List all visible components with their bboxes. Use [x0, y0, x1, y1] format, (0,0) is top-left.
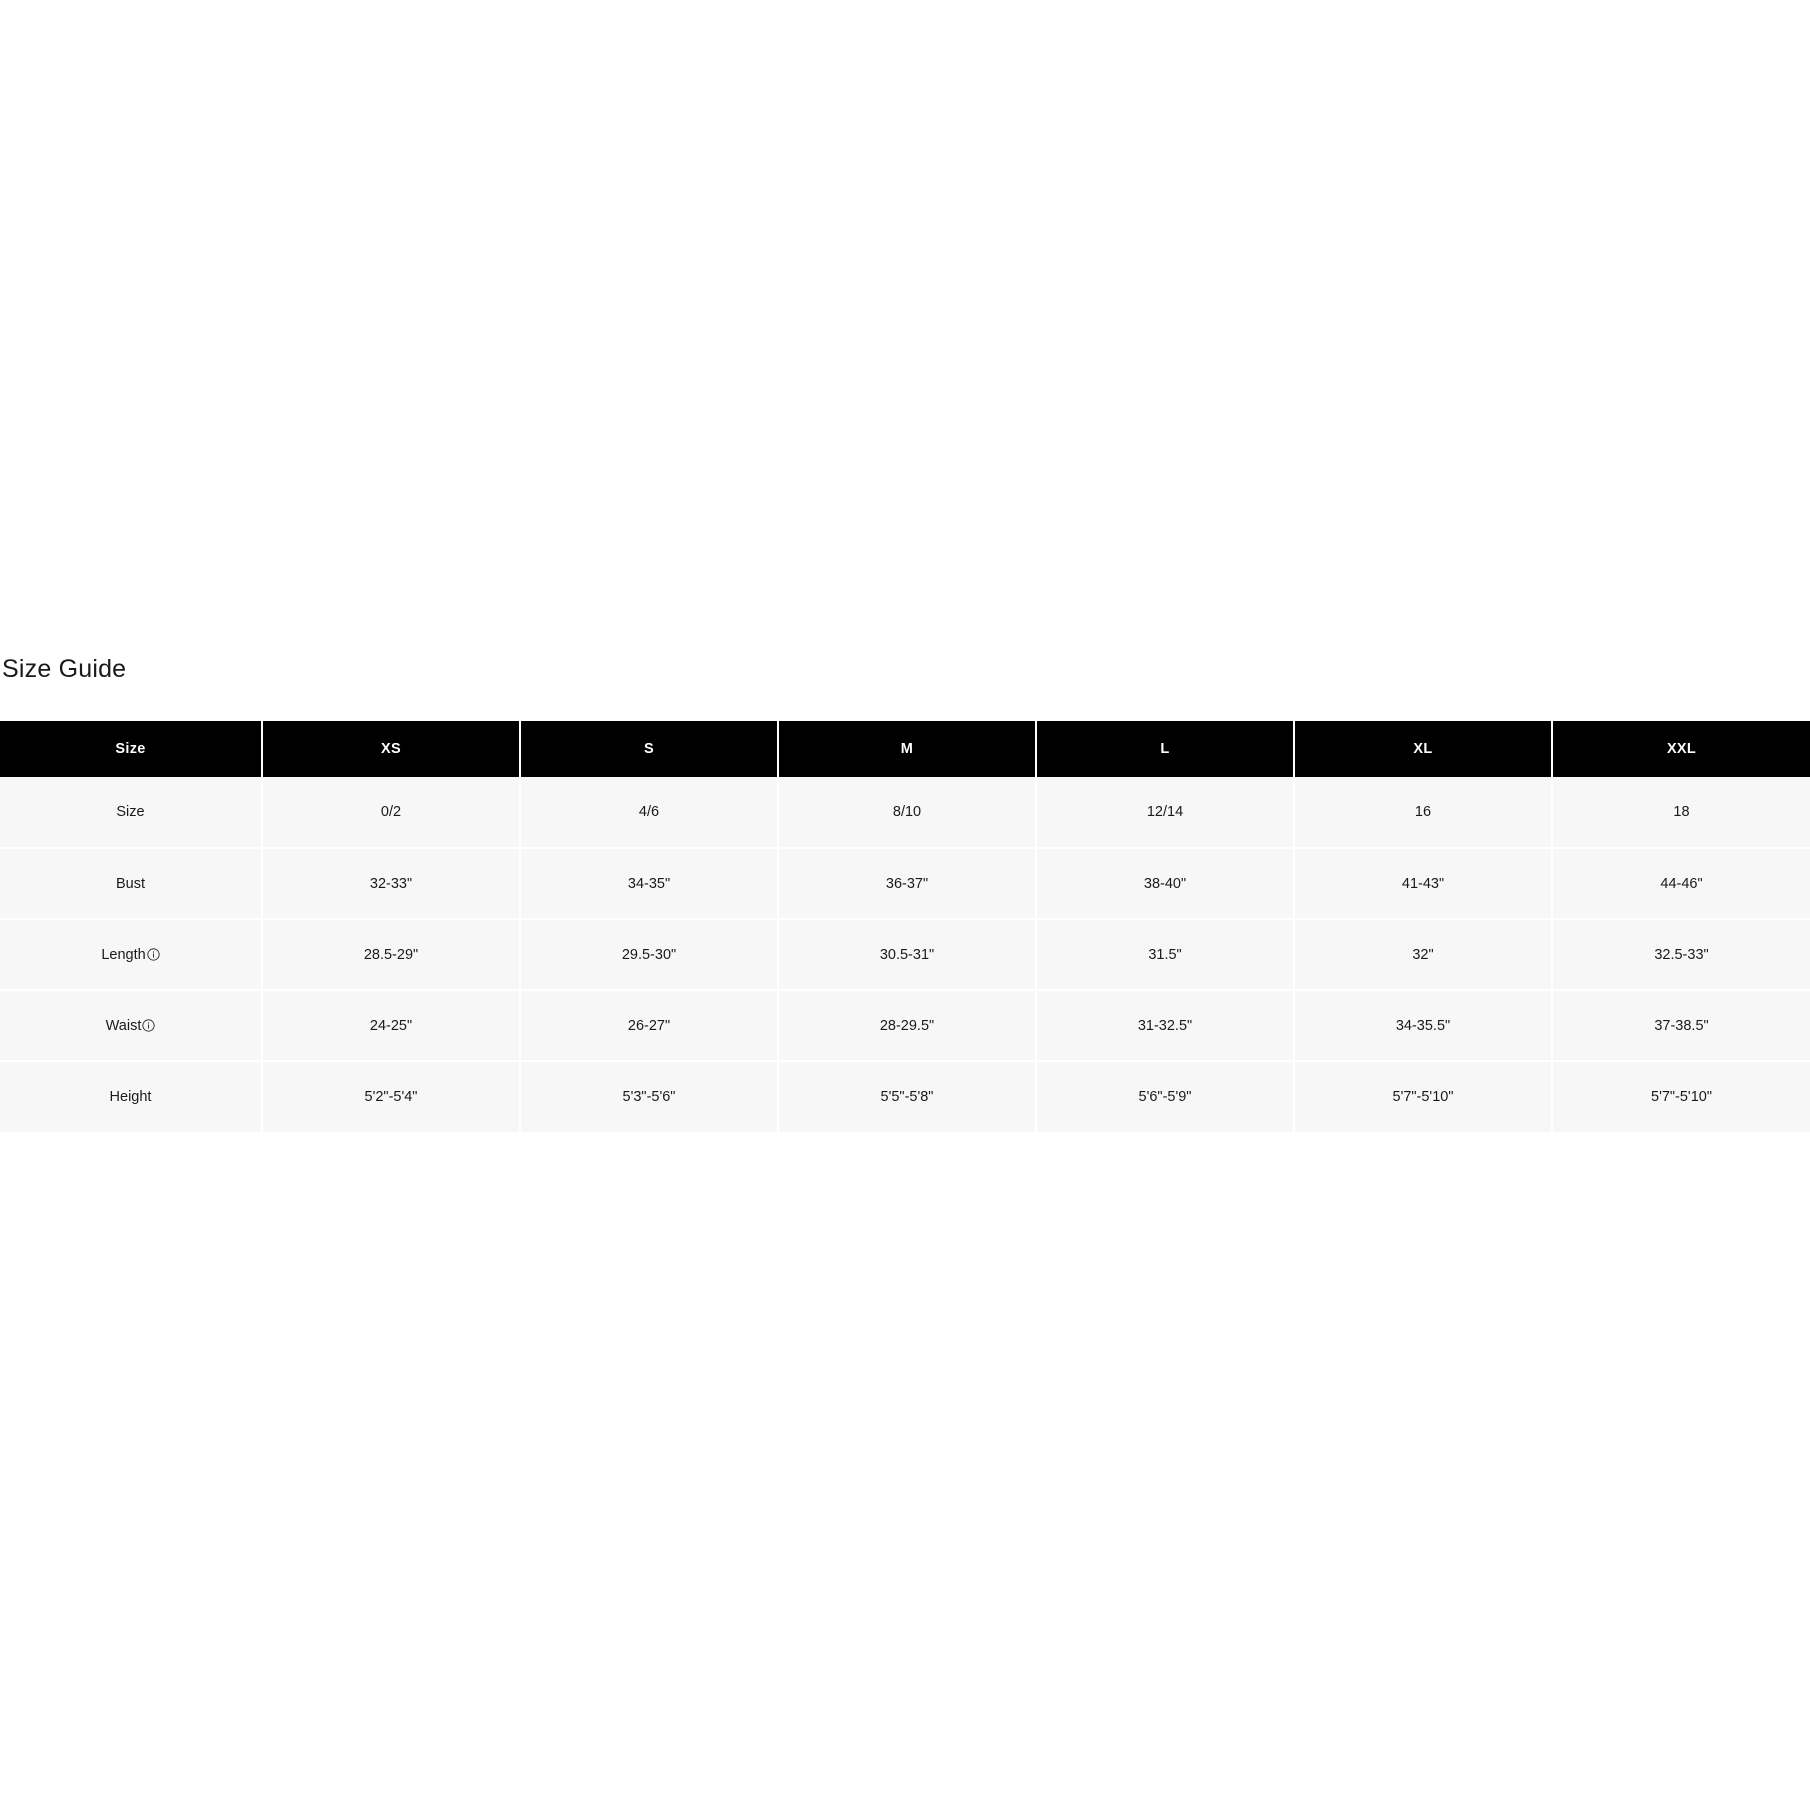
cell-length-l: 31.5"	[1036, 919, 1294, 990]
column-header-m: M	[778, 721, 1036, 777]
cell-bust-xl: 41-43"	[1294, 848, 1552, 919]
cell-size-s: 4/6	[520, 777, 778, 848]
column-header-xl: XL	[1294, 721, 1552, 777]
row-label-text: Waist	[105, 1017, 142, 1034]
cell-bust-xxl: 44-46"	[1552, 848, 1810, 919]
cell-waist-xl: 34-35.5"	[1294, 990, 1552, 1061]
cell-length-s: 29.5-30"	[520, 919, 778, 990]
row-label-text: Bust	[115, 875, 145, 892]
column-header-xs: XS	[262, 721, 520, 777]
cell-waist-xxl: 37-38.5"	[1552, 990, 1810, 1061]
column-header-s: S	[520, 721, 778, 777]
cell-size-l: 12/14	[1036, 777, 1294, 848]
size-guide-section	[0, 655, 1810, 1132]
size-guide-table	[0, 721, 1810, 1132]
info-icon[interactable]	[147, 948, 160, 961]
cell-bust-m: 36-37"	[778, 848, 1036, 919]
table-row	[0, 1061, 1810, 1132]
cell-size-xl: 16	[1294, 777, 1552, 848]
cell-height-xxl: 5'7"-5'10"	[1552, 1061, 1810, 1132]
info-icon[interactable]	[142, 1019, 155, 1032]
column-header-l: L	[1036, 721, 1294, 777]
cell-waist-s: 26-27"	[520, 990, 778, 1061]
cell-height-m: 5'5"-5'8"	[778, 1061, 1036, 1132]
cell-length-xs: 28.5-29"	[262, 919, 520, 990]
cell-bust-s: 34-35"	[520, 848, 778, 919]
table-header	[0, 721, 1810, 777]
cell-height-xl: 5'7"-5'10"	[1294, 1061, 1552, 1132]
row-label-length	[0, 919, 262, 990]
cell-waist-l: 31-32.5"	[1036, 990, 1294, 1061]
page-title: Size Guide	[2, 655, 127, 683]
cell-size-xs: 0/2	[262, 777, 520, 848]
row-label-text: Length	[101, 946, 146, 963]
row-label-bust	[0, 848, 262, 919]
cell-length-xl: 32"	[1294, 919, 1552, 990]
table-header-row	[0, 721, 1810, 777]
table-row	[0, 777, 1810, 848]
row-label-waist	[0, 990, 262, 1061]
cell-size-m: 8/10	[778, 777, 1036, 848]
cell-waist-m: 28-29.5"	[778, 990, 1036, 1061]
cell-bust-xs: 32-33"	[262, 848, 520, 919]
table-row	[0, 919, 1810, 990]
table-row	[0, 990, 1810, 1061]
cell-length-m: 30.5-31"	[778, 919, 1036, 990]
row-label-text: Height	[109, 1089, 152, 1105]
column-header-xxl: XXL	[1552, 721, 1810, 777]
cell-size-xxl: 18	[1552, 777, 1810, 848]
table-row	[0, 848, 1810, 919]
cell-height-l: 5'6"-5'9"	[1036, 1061, 1294, 1132]
cell-waist-xs: 24-25"	[262, 990, 520, 1061]
row-label-text: Size	[116, 804, 145, 820]
column-header-size-label: Size	[0, 721, 262, 777]
table-body	[0, 777, 1810, 1132]
cell-height-xs: 5'2"-5'4"	[262, 1061, 520, 1132]
row-label-size	[0, 777, 262, 848]
cell-length-xxl: 32.5-33"	[1552, 919, 1810, 990]
cell-bust-l: 38-40"	[1036, 848, 1294, 919]
cell-height-s: 5'3"-5'6"	[520, 1061, 778, 1132]
row-label-height	[0, 1061, 262, 1132]
